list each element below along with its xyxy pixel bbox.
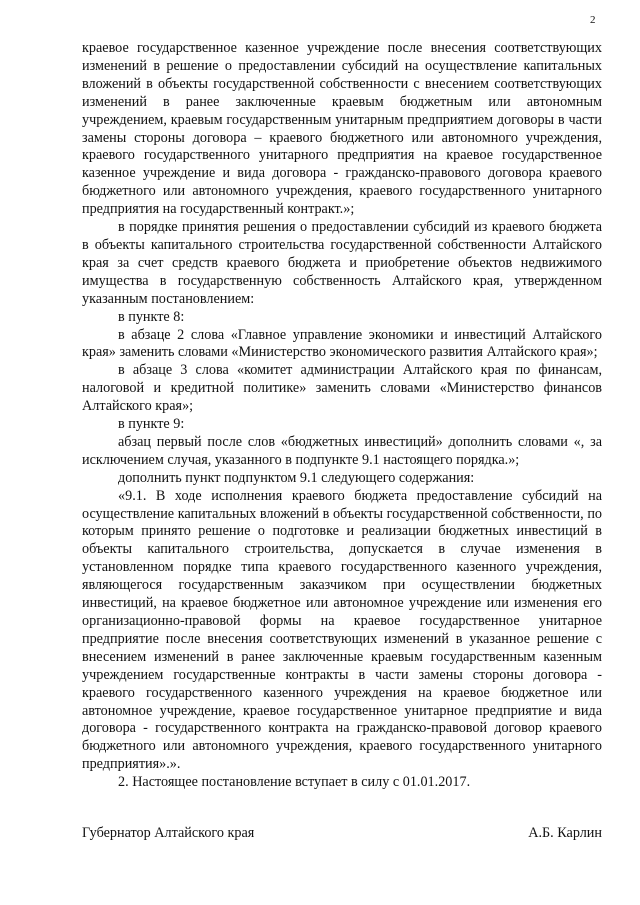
paragraph: дополнить пункт подпунктом 9.1 следующего содержания: [118,469,475,486]
paragraph: в абзаце 2 слова «Главное управление экономики и инвестиций Алтайского края» заменить словами «Министерство экономического развития Алтайского края»; [82,326,602,361]
document-body [82,40,602,792]
paragraph: абзац первый после слов «бюджетных инвестиций» дополнить словами «, за исключением случая, указанного в подпункте 9.1 настоящего порядка.»; [82,433,602,468]
paragraph: «9.1. В ходе исполнения краевого бюджета предоставление субсидий на осуществление капитальных вложений в объекты государственной собственности, по которым принято решение о подготовке и реализации бюджетных инвестиций в объекты капитального строительства, допускается в случае изменения в установленном порядке типа краевого государственного казенного учреждения, являющегося государственным заказчиком при осуществлении бюджетных инвестиций, на краевое бюджетное или автономное учреждение или изменения его организационно-правовой формы на краевое государственное унитарное предприятие после внесения соответствующих изменений в указанное решение с внесением изменений в ранее заключенные краевым государственным казенным учреждением государственные контракты в части замены стороны договора - краевого государственного казенного учреждения на краевое бюджетное или автономное учреждение, краевое государственное унитарное предприятие и вида договора - государственного контракта на гражданско-правовой договор краевого бюджетного или автономного учреждения, краевого государственного унитарного предприятия».». [82,487,602,773]
paragraph: в абзаце 3 слова «комитет администрации Алтайского края по финансам, налоговой и кредитной политике» заменить словами «Министерство финансов Алтайского края»; [82,362,602,415]
signatory-name: А.Б. Карлин [528,825,602,841]
paragraph: 2. Настоящее постановление вступает в силу с 01.01.2017. [118,774,471,791]
signatory-position: Губернатор Алтайского края [82,825,255,841]
paragraph: в порядке принятия решения о предоставлении субсидий из краевого бюджета в объекты капитального строительства государственной собственности Алтайского края за счет средств краевого бюджета и приобретение объектов недвижимого имущества в государственную собственность Алтайского края, утвержденном указанным постановлением: [82,219,602,307]
paragraph: краевое государственное казенное учреждение после внесения соответствующих изменений в решение о предоставлении субсидий на осуществление капитальных вложений в объекты государственной собственности с внесением соответствующих изменений в ранее заключенные краевым бюджетным или автономным учреждением, краевым государственным унитарным предприятием договоры в части замены стороны договора – краевого бюджетного или автономного учреждения, краевого государственного унитарного предприятия на краевое государственное казенное учреждение и вида договора - гражданско-правового договора краевого бюджетного или автономного учреждения, краевого государственного унитарного предприятия на государственный контракт.»; [82,40,602,218]
paragraph: в пункте 8: [118,308,185,325]
page-number: 2 [590,14,596,26]
paragraph: в пункте 9: [118,416,185,433]
